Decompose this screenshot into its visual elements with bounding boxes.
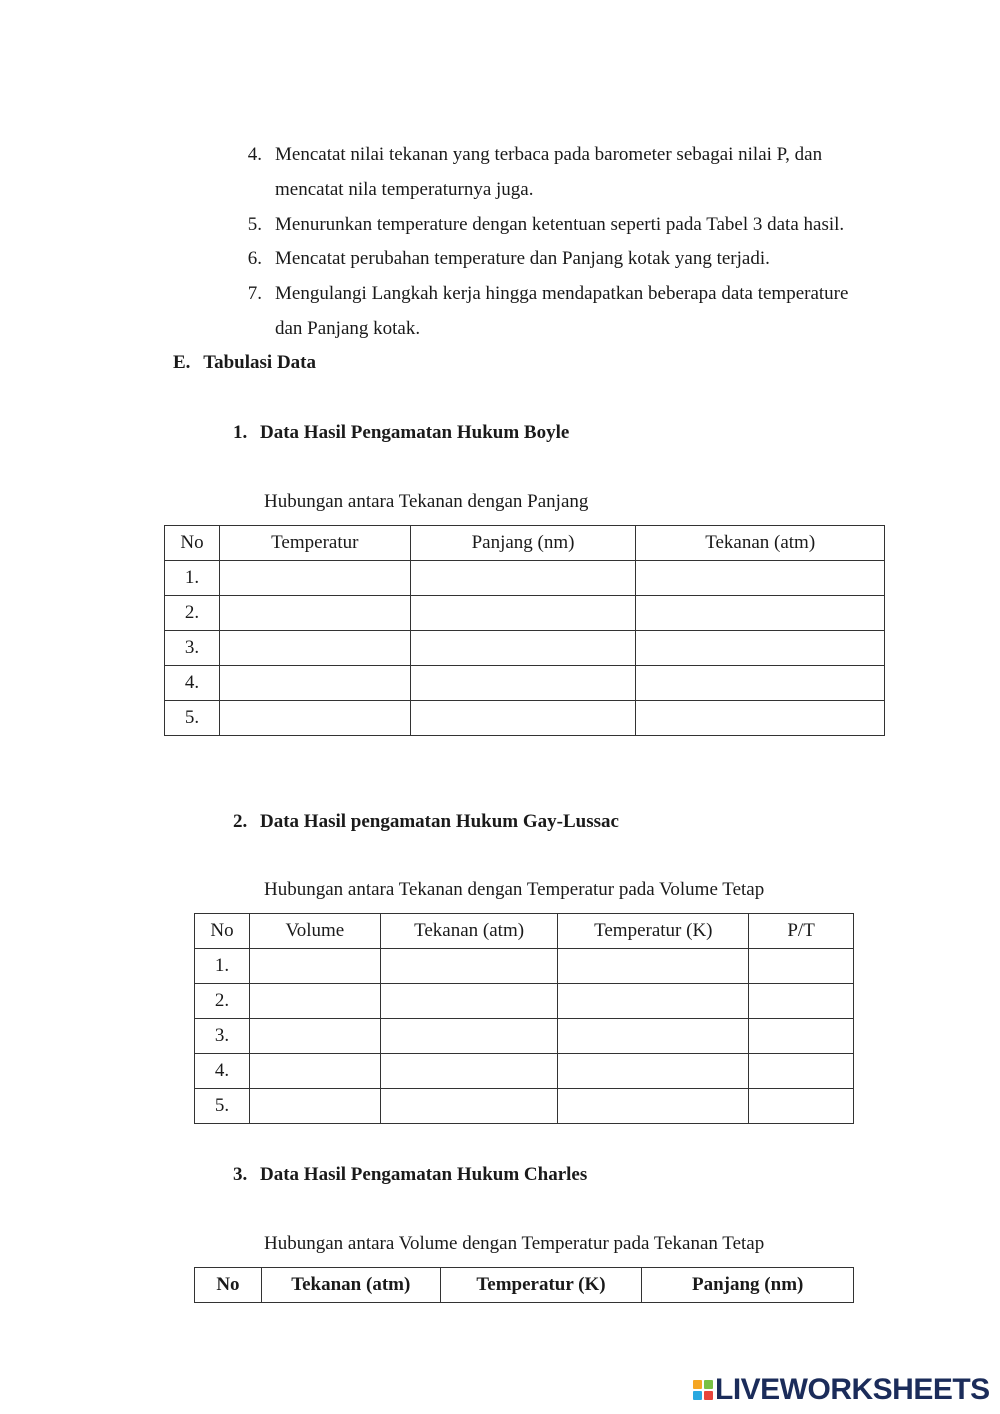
column-header: Temperatur [219,526,410,561]
data-cell[interactable] [558,1089,749,1124]
data-cell[interactable] [249,984,380,1019]
data-cell[interactable] [219,561,410,596]
column-header: No [195,914,250,949]
data-cell[interactable] [558,1054,749,1089]
data-cell[interactable] [219,701,410,736]
section-letter: E. [173,352,191,373]
data-cell[interactable] [749,1019,854,1054]
data-cell[interactable] [410,701,636,736]
column-header: Temperatur (K) [440,1268,642,1303]
table-row [195,1019,854,1054]
data-cell[interactable] [380,949,558,984]
table-row [165,701,885,736]
subsection-title: Data Hasil Pengamatan Hukum Boyle [260,422,570,443]
table-row [165,666,885,701]
data-cell[interactable] [749,1089,854,1124]
data-cell[interactable] [410,666,636,701]
table-header-row [195,914,854,949]
section-heading [173,352,316,374]
section-title: Tabulasi Data [203,352,316,373]
table-row [195,984,854,1019]
step-text: Mencatat nilai tekanan yang terbaca pada barometer sebagai nilai P, dan [275,144,823,165]
liveworksheets-logo [693,1374,990,1406]
row-number: 5. [165,701,220,736]
data-cell[interactable] [636,561,885,596]
subsection-title: Data Hasil pengamatan Hukum Gay-Lussac [260,811,619,832]
data-cell[interactable] [636,701,885,736]
subsection-number: 2. [233,811,248,832]
row-number: 1. [195,949,250,984]
step-text: Mencatat perubahan temperature dan Panjang kotak yang terjadi. [275,248,770,269]
column-header: No [195,1268,262,1303]
data-cell[interactable] [249,949,380,984]
boyle-table [164,525,885,736]
row-number: 2. [165,596,220,631]
logo-square [693,1391,702,1400]
table-row [195,949,854,984]
table-caption: Hubungan antara Tekanan dengan Panjang [264,491,589,512]
data-cell[interactable] [749,949,854,984]
table-row [165,596,885,631]
row-number: 5. [195,1089,250,1124]
subsection-title: Data Hasil Pengamatan Hukum Charles [260,1164,588,1185]
data-cell[interactable] [380,984,558,1019]
column-header: Tekanan (atm) [636,526,885,561]
table-row [165,631,885,666]
data-cell[interactable] [219,666,410,701]
column-header: Volume [249,914,380,949]
data-cell[interactable] [410,596,636,631]
column-header: Tekanan (atm) [380,914,558,949]
subsection-heading-boyle [233,422,569,444]
column-header: Temperatur (K) [558,914,749,949]
column-header: P/T [749,914,854,949]
subsection-heading-gay-lussac [233,811,619,833]
table-caption: Hubungan antara Volume dengan Temperatur pada Tekanan Tetap [264,1233,765,1254]
row-number: 4. [165,666,220,701]
step-number: 5. [247,214,262,235]
data-cell[interactable] [749,1054,854,1089]
data-cell[interactable] [380,1054,558,1089]
data-cell[interactable] [558,984,749,1019]
table-row [165,561,885,596]
step-number: 7. [247,283,262,304]
column-header: Panjang (nm) [410,526,636,561]
data-cell[interactable] [636,596,885,631]
data-cell[interactable] [249,1054,380,1089]
table-header-row [165,526,885,561]
data-cell[interactable] [249,1019,380,1054]
row-number: 1. [165,561,220,596]
row-number: 4. [195,1054,250,1089]
row-number: 3. [195,1019,250,1054]
subsection-number: 1. [233,422,248,443]
data-cell[interactable] [249,1089,380,1124]
row-number: 2. [195,984,250,1019]
data-cell[interactable] [749,984,854,1019]
table-row [195,1089,854,1124]
data-cell[interactable] [636,631,885,666]
charles-table [194,1267,854,1303]
data-cell[interactable] [410,631,636,666]
step-number: 6. [247,248,262,269]
logo-square [693,1380,702,1389]
data-cell[interactable] [219,596,410,631]
logo-square [704,1391,713,1400]
column-header: Tekanan (atm) [261,1268,440,1303]
table-row [195,1054,854,1089]
table-caption: Hubungan antara Tekanan dengan Temperatur pada Volume Tetap [264,879,765,900]
logo-square [704,1380,713,1389]
data-cell[interactable] [219,631,410,666]
table-header-row [195,1268,854,1303]
logo-text: LIVEWORKSHEETS [715,1373,990,1406]
data-cell[interactable] [410,561,636,596]
step-text: Mengulangi Langkah kerja hingga mendapatkan beberapa data temperature [275,283,849,304]
data-cell[interactable] [558,949,749,984]
gay-lussac-table [194,913,854,1124]
data-cell[interactable] [636,666,885,701]
liveworksheets-logo-icon [693,1380,713,1400]
data-cell[interactable] [380,1019,558,1054]
subsection-number: 3. [233,1164,248,1185]
column-header: Panjang (nm) [642,1268,854,1303]
step-text: Menurunkan temperature dengan ketentuan seperti pada Tabel 3 data hasil. [275,214,845,235]
data-cell[interactable] [380,1089,558,1124]
step-number: 4. [247,144,262,165]
data-cell[interactable] [558,1019,749,1054]
row-number: 3. [165,631,220,666]
step-text-continued: dan Panjang kotak. [275,318,421,339]
step-text-continued: mencatat nila temperaturnya juga. [275,179,534,200]
subsection-heading-charles [233,1164,587,1186]
column-header: No [165,526,220,561]
